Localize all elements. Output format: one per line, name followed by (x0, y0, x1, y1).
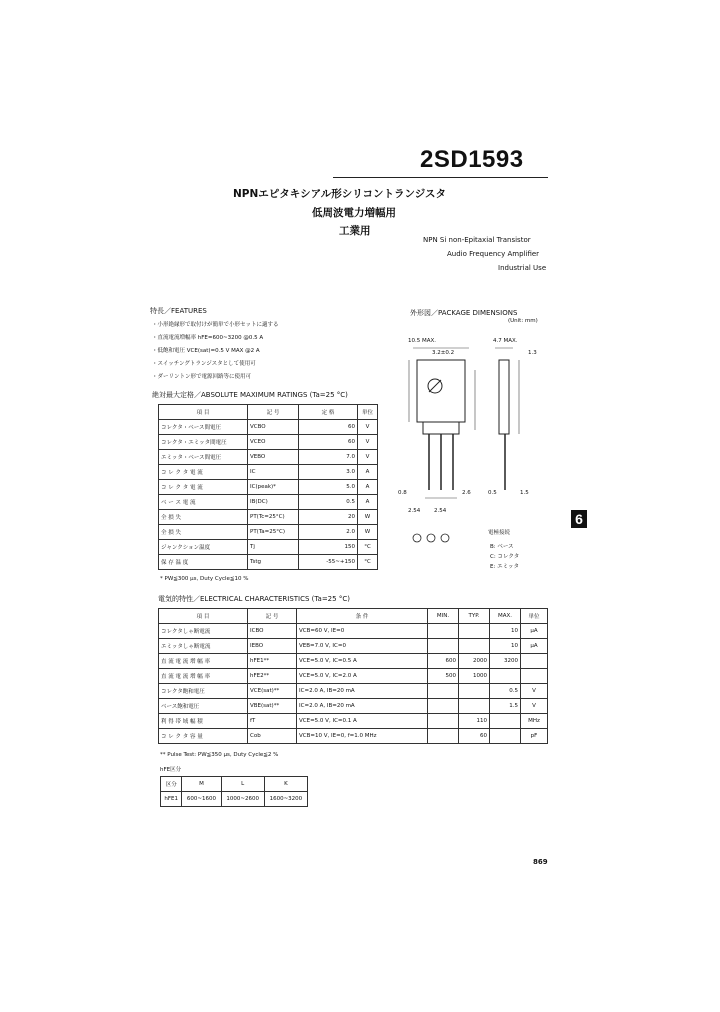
unit-cell: A (358, 480, 378, 495)
part-number: 2SD1593 (420, 146, 524, 173)
page-number: 869 (533, 858, 548, 866)
unit-cell: V (521, 699, 548, 714)
table-row (159, 510, 378, 525)
table-row (159, 624, 548, 639)
min-cell (428, 714, 459, 729)
min-cell (428, 684, 459, 699)
param-cell: コレクタ飽和電圧 (159, 684, 248, 699)
typ-cell (459, 624, 490, 639)
typ-cell (459, 699, 490, 714)
typ-cell: 110 (459, 714, 490, 729)
unit-cell: V (358, 450, 378, 465)
value-cell: 2.0 (299, 525, 358, 540)
symbol-cell: VCEO (248, 435, 299, 450)
symbol-cell: VCE(sat)** (248, 684, 297, 699)
max-cell (490, 729, 521, 744)
table-row (159, 654, 548, 669)
dim-label: 1.3 (528, 350, 537, 356)
max-cell (490, 714, 521, 729)
table-header: 記 号 (248, 405, 299, 420)
table-header: 単位 (521, 609, 548, 624)
package-heading: 外形図／PACKAGE DIMENSIONS (410, 309, 518, 317)
typ-cell: 1000 (459, 669, 490, 684)
param-cell: 直 流 電 流 増 幅 率 (159, 669, 248, 684)
param-cell: 全 損 失 (159, 525, 248, 540)
param-cell: コ レ ク タ 電 流 (159, 465, 248, 480)
rank-cell: hFE1 (161, 792, 182, 807)
table-row (159, 540, 378, 555)
max-cell: 1.5 (490, 699, 521, 714)
rank-table (160, 776, 308, 807)
table-header-row (159, 405, 378, 420)
feature-item: ・ダーリントン形で電源回路等に使用可 (152, 374, 252, 380)
param-cell: ベ ー ス 電 流 (159, 495, 248, 510)
unit-cell: μA (521, 639, 548, 654)
feature-item: ・直流電流増幅率 hFE=600~3200 @0.5 A (152, 335, 264, 341)
package-body (417, 360, 465, 422)
title-en-1: NPN Si non-Epitaxial Transistor (423, 236, 531, 244)
param-cell: コ レ ク タ 電 流 (159, 480, 248, 495)
min-cell (428, 729, 459, 744)
max-cell: 3200 (490, 654, 521, 669)
param-cell: コ レ ク タ 容 量 (159, 729, 248, 744)
symbol-cell: IC (248, 465, 299, 480)
table-row (159, 684, 548, 699)
unit-cell (521, 669, 548, 684)
symbol-cell: Tj (248, 540, 299, 555)
table-header: 定 格 (299, 405, 358, 420)
param-cell: 全 損 失 (159, 510, 248, 525)
table-header: TYP. (459, 609, 490, 624)
condition-cell: IC=2.0 A, IB=20 mA (297, 684, 428, 699)
min-cell: 500 (428, 669, 459, 684)
unit-cell: V (358, 420, 378, 435)
title-jp-1: NPNエピタキシアル形シリコントランジスタ (233, 188, 446, 200)
pin-diagram-b (413, 534, 421, 542)
symbol-cell: VBE(sat)** (248, 699, 297, 714)
rank-cell: 1000~2600 (221, 792, 264, 807)
table-header: L (221, 777, 264, 792)
param-cell: 直 流 電 流 増 幅 率 (159, 654, 248, 669)
param-cell: コレクタ・ベース間電圧 (159, 420, 248, 435)
pins-heading: 電極接続 (488, 530, 511, 536)
electrical-heading: 電気的特性／ELECTRICAL CHARACTERISTICS (Ta=25 °C) (158, 595, 350, 603)
dim-label: 0.8 (398, 490, 407, 496)
unit-cell: V (521, 684, 548, 699)
param-cell: コレクタしゃ断電流 (159, 624, 248, 639)
value-cell: 60 (299, 420, 358, 435)
features-heading: 特長／FEATURES (150, 307, 207, 315)
max-cell (490, 669, 521, 684)
symbol-cell: IB(DC) (248, 495, 299, 510)
value-cell: 5.0 (299, 480, 358, 495)
param-cell: ジャンクション温度 (159, 540, 248, 555)
title-en-2: Audio Frequency Amplifier (447, 250, 540, 258)
unit-cell: A (358, 495, 378, 510)
package-unit: (Unit: mm) (508, 318, 538, 324)
condition-cell: VEB=7.0 V, IC=0 (297, 639, 428, 654)
symbol-cell: hFE2** (248, 669, 297, 684)
symbol-cell: hFE1** (248, 654, 297, 669)
condition-cell: VCB=60 V, IE=0 (297, 624, 428, 639)
table-header: 区分 (161, 777, 182, 792)
symbol-cell: IC(peak)* (248, 480, 299, 495)
pin-diagram-e (441, 534, 449, 542)
feature-item: ・低飽和電圧 VCE(sat)=0.5 V MAX @2 A (152, 348, 260, 354)
title-en-3: Industrial Use (498, 264, 547, 272)
table-row (161, 792, 308, 807)
table-header: 項 目 (159, 405, 248, 420)
symbol-cell: PT(Ta=25°C) (248, 525, 299, 540)
rank-cell: 600~1600 (182, 792, 221, 807)
condition-cell: VCB=10 V, IE=0, f=1.0 MHz (297, 729, 428, 744)
unit-cell: pF (521, 729, 548, 744)
value-cell: 60 (299, 435, 358, 450)
condition-cell: VCE=5.0 V, IC=0.5 A (297, 654, 428, 669)
pin-diagram-c (427, 534, 435, 542)
condition-cell: VCE=5.0 V, IC=0.1 A (297, 714, 428, 729)
dim-label: 10.5 MAX. (408, 338, 437, 344)
symbol-cell: Cob (248, 729, 297, 744)
unit-cell: W (358, 525, 378, 540)
title-jp-2: 低周波電力増幅用 (312, 207, 396, 219)
value-cell: 150 (299, 540, 358, 555)
symbol-cell: VCBO (248, 420, 299, 435)
abs-max-note: * PW≦300 μs, Duty Cycle≦10 % (160, 576, 249, 582)
table-header: 項 目 (159, 609, 248, 624)
table-header: MAX. (490, 609, 521, 624)
table-header: 単位 (358, 405, 378, 420)
param-cell: エミッタ・ベース間電圧 (159, 450, 248, 465)
rank-heading: hFE区分 (160, 767, 182, 773)
max-cell: 0.5 (490, 684, 521, 699)
table-row (159, 480, 378, 495)
symbol-cell: VEBO (248, 450, 299, 465)
unit-cell: μA (521, 624, 548, 639)
typ-cell: 2000 (459, 654, 490, 669)
table-header: K (264, 777, 307, 792)
table-row (159, 465, 378, 480)
symbol-cell: fT (248, 714, 297, 729)
dim-label: 4.7 MAX. (493, 338, 518, 344)
table-header: MIN. (428, 609, 459, 624)
table-header-row (159, 609, 548, 624)
value-cell: 0.5 (299, 495, 358, 510)
side-view-body (499, 360, 509, 434)
param-cell: 保 存 温 度 (159, 555, 248, 570)
feature-item: ・スイッチングトランジスタとして使用可 (152, 361, 256, 367)
table-row (159, 699, 548, 714)
min-cell: 600 (428, 654, 459, 669)
table-header: 記 号 (248, 609, 297, 624)
symbol-cell: ICBO (248, 624, 297, 639)
max-cell: 10 (490, 624, 521, 639)
unit-cell: MHz (521, 714, 548, 729)
param-cell: ベース飽和電圧 (159, 699, 248, 714)
min-cell (428, 624, 459, 639)
table-row (159, 450, 378, 465)
condition-cell: IC=2.0 A, IB=20 mA (297, 699, 428, 714)
dim-label: 2.6 (462, 490, 471, 496)
table-row (159, 435, 378, 450)
table-header-row (161, 777, 308, 792)
typ-cell (459, 684, 490, 699)
min-cell (428, 699, 459, 714)
section-tab: 6 (571, 510, 587, 528)
dim-label: 0.5 (488, 490, 497, 496)
abs-max-heading: 絶対最大定格／ABSOLUTE MAXIMUM RATINGS (Ta=25 °C) (152, 391, 348, 399)
param-cell: 利 得 帯 域 幅 積 (159, 714, 248, 729)
min-cell (428, 639, 459, 654)
value-cell: 20 (299, 510, 358, 525)
table-row (159, 669, 548, 684)
value-cell: 3.0 (299, 465, 358, 480)
header-rule (333, 177, 548, 178)
param-cell: エミッタしゃ断電流 (159, 639, 248, 654)
electrical-note: ** Pulse Test: PW≦350 μs, Duty Cycle≦2 % (160, 752, 279, 758)
table-header: M (182, 777, 221, 792)
package-base (423, 422, 459, 434)
unit-cell: W (358, 510, 378, 525)
pin-label: B: ベース (490, 544, 514, 550)
table-row (159, 639, 548, 654)
value-cell: 7.0 (299, 450, 358, 465)
table-row (159, 495, 378, 510)
unit-cell: °C (358, 540, 378, 555)
electrical-table (158, 608, 548, 744)
dim-label: 2.54 (434, 508, 447, 514)
unit-cell (521, 654, 548, 669)
max-cell: 10 (490, 639, 521, 654)
table-row (159, 729, 548, 744)
table-row (159, 420, 378, 435)
pin-label: E: エミッタ (490, 564, 519, 570)
rank-cell: 1600~3200 (264, 792, 307, 807)
value-cell: -55~+150 (299, 555, 358, 570)
table-row (159, 525, 378, 540)
typ-cell: 60 (459, 729, 490, 744)
symbol-cell: PT(Tc=25°C) (248, 510, 299, 525)
param-cell: コレクタ・エミッタ間電圧 (159, 435, 248, 450)
condition-cell: VCE=5.0 V, IC=2.0 A (297, 669, 428, 684)
unit-cell: °C (358, 555, 378, 570)
table-row (159, 555, 378, 570)
dim-label: 2.54 (408, 508, 421, 514)
pin-label: C: コレクタ (490, 554, 520, 560)
title-jp-3: 工業用 (339, 225, 371, 237)
hole-mark (429, 380, 441, 392)
unit-cell: A (358, 465, 378, 480)
table-header: 条 件 (297, 609, 428, 624)
symbol-cell: Tstg (248, 555, 299, 570)
feature-item: ・小形絶縁形で取付けが簡単で小形セットに適する (152, 322, 279, 328)
dim-label: 3.2±0.2 (432, 350, 455, 356)
typ-cell (459, 639, 490, 654)
symbol-cell: IEBO (248, 639, 297, 654)
table-row (159, 714, 548, 729)
unit-cell: V (358, 435, 378, 450)
abs-max-table (158, 404, 378, 570)
dim-label: 1.5 (520, 490, 529, 496)
